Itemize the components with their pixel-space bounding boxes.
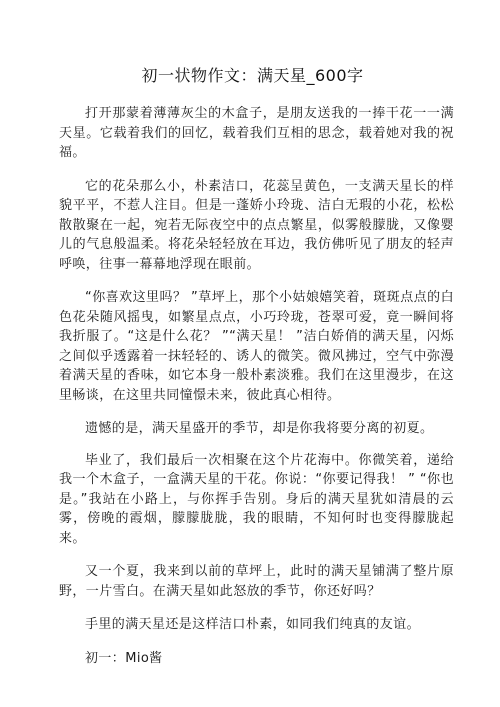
document-title: 初一状物作文：满天星_600字 xyxy=(141,66,364,85)
paragraph-2: 它的花朵那么小，朴素洁口，花蕊呈黄色，一支满天星长的样貌平平，不惹人注目。但是一蓬娇小玲珑、洁白无瑕的小花，松松散散聚在一起，宛若无际夜空中的点点繁星，似雾般朦胧，又像婴儿的气息般温柔。将花朵轻轻放在耳边，我仿佛听见了朋友的轻声呼唤，往事一幕幕地浮现在眼前。 xyxy=(59,178,454,272)
paragraph-4: 遗憾的是，满天星盛开的季节，却是你我将要分离的初夏。 xyxy=(85,421,434,436)
paragraph-3: “你喜欢这里吗？ ”草坪上，那个小姑娘嬉笑着，斑斑点点的白色花朵随风摇曳，如繁星点点，小巧玲珑，苍翠可爱，竟一瞬间将我折服了。“这是什么花？ ”“满天星！ ”洁白娇俏的满天星，闪烁之间似乎透露着一抹轻轻的、诱人的微笑。微风拂过，空气中弥漫着满天星的香味，如它本身一般朴素淡雅。我们在这里漫步，在这里畅谈，在这里共同憧憬未来，彼此真心相待。 xyxy=(59,290,454,403)
paragraph-7: 手里的满天星还是这样洁口朴素，如同我们纯真的友谊。 xyxy=(85,617,421,632)
paragraph-1: 打开那蒙着薄薄灰尘的木盒子，是朋友送我的一捧干花一一满天星。它载着我们的回忆，载着我们互相的思念，载着她对我的祝福。 xyxy=(59,106,454,160)
paragraph-6: 又一个夏，我来到以前的草坪上，此时的满天星铺满了整片原野，一片雪白。在满天星如此怒放的季节，你还好吗？ xyxy=(59,564,454,599)
author-signature: 初一：Mio酱 xyxy=(85,650,163,666)
paragraph-5: 毕业了，我们最后一次相聚在这个片花海中。你微笑着，递给我一个木盒子，一盒满天星的干花。你说：“你要记得我！ ” “你也是。”我站在小路上，与你挥手告别。身后的满天星犹如清晨的云雾，傍晚的霞烟，朦朦胧胧，我的眼睛，不知何时也变得朦胧起来。 xyxy=(59,452,454,546)
